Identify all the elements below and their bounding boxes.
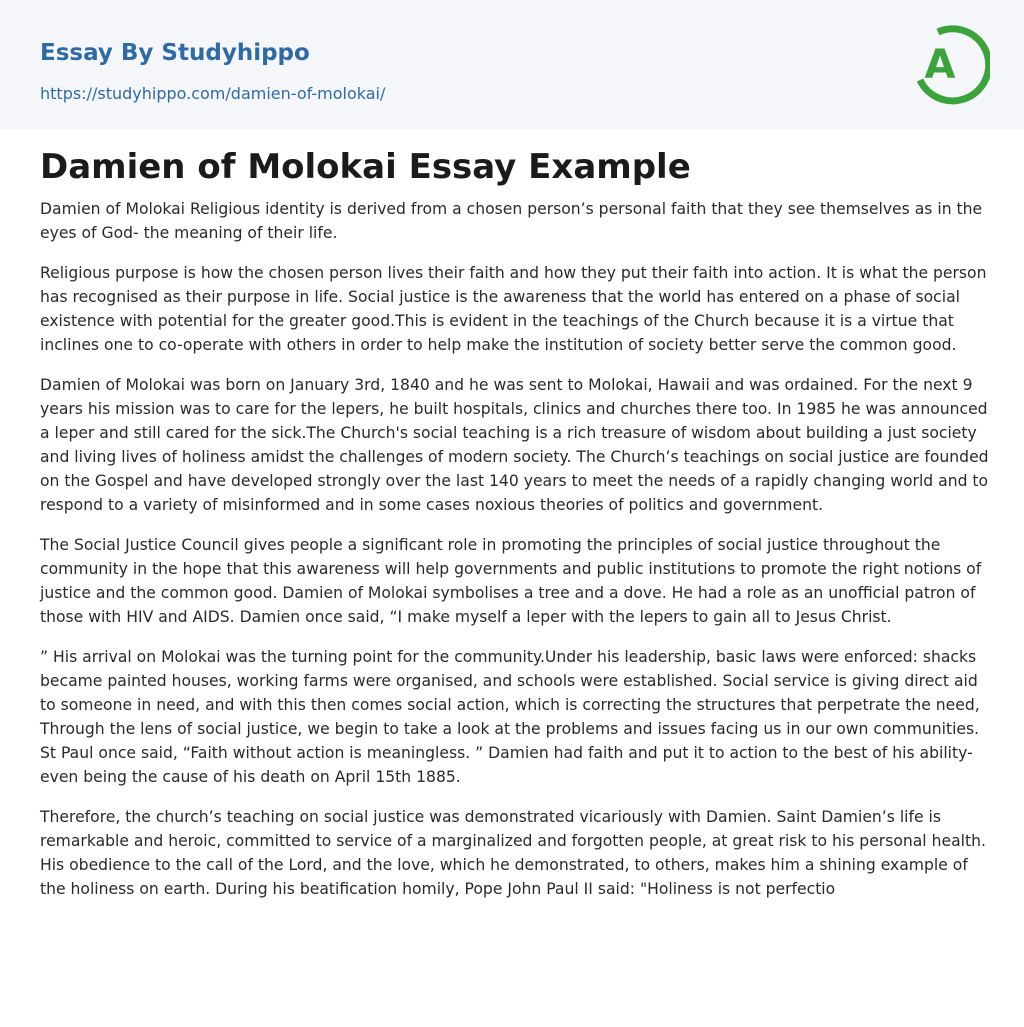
- paragraph-5: ” His arrival on Molokai was the turning point for the community.Under his leadership, basic laws were enforced: shacks became painted houses, working farms were organised, and schools were established. Social service is giving direct aid to someone in need, and with this then comes social action, which is correcting the structures that perpetrate the need, Through the lens of social justice, we begin to take a look at the problems and issues facing us in our own communities. St Paul once said, “Faith without action is meaningless. ” Damien had faith and put it to action to the best of his ability- even being the cause of his death on April 15th 1885.: [40, 648, 980, 786]
- paragraph-1: Damien of Molokai Religious identity is derived from a chosen person’s personal faith that they see themselves as in the eyes of God- the meaning of their life.: [40, 200, 983, 242]
- site-brand[interactable]: Essay By Studyhippo: [40, 40, 310, 66]
- logo-letter: A: [924, 42, 956, 88]
- studyhippo-logo-icon[interactable]: [910, 18, 990, 106]
- article-title: Damien of Molokai Essay Example: [40, 147, 691, 187]
- site-header: [0, 0, 1024, 129]
- page-url-link[interactable]: https://studyhippo.com/damien-of-molokai/: [40, 84, 386, 103]
- paragraph-4: The Social Justice Council gives people a significant role in promoting the principles of social justice throughout the community in the hope that this awareness will help governments and public institutions to promote the right notions of justice and the common good. Damien of Molokai symbolises a tree and a dove. He had a role as an unofficial patron of those with HIV and AIDS. Damien once said, “I make myself a leper with the lepers to gain all to Jesus Christ.: [40, 536, 982, 626]
- paragraph-2: Religious purpose is how the chosen person lives their faith and how they put their faith into action. It is what the person has recognised as their purpose in life. Social justice is the awareness that the world has entered on a phase of social existence with potential for the greater good.This is evident in the teachings of the Church because it is a virtue that inclines one to co-operate with others in order to help make the institution of society better serve the common good.: [40, 264, 987, 354]
- article: [40, 144, 990, 917]
- paragraph-3: Damien of Molokai was born on January 3rd, 1840 and he was sent to Molokai, Hawaii and was ordained. For the next 9 years his mission was to care for the lepers, he built hospitals, clinics and churches there too. In 1985 he was announced a leper and still cared for the sick.The Church's social teaching is a rich treasure of wisdom about building a just society and living lives of holiness amidst the challenges of modern society. The Church’s teachings on social justice are founded on the Gospel and have developed strongly over the last 140 years to meet the needs of a rapidly changing world and to respond to a variety of misinformed and in some cases noxious theories of politics and government.: [40, 376, 989, 514]
- paragraph-6: Therefore, the church’s teaching on social justice was demonstrated vicariously with Damien. Saint Damien’s life is remarkable and heroic, committed to service of a marginalized and forgotten people, at great risk to his personal health. His obedience to the call of the Lord, and the love, which he demonstrated, to others, makes him a shining example of the holiness on earth. During his beatification homily, Pope John Paul II said: "Holiness is not perfectio: [40, 808, 986, 898]
